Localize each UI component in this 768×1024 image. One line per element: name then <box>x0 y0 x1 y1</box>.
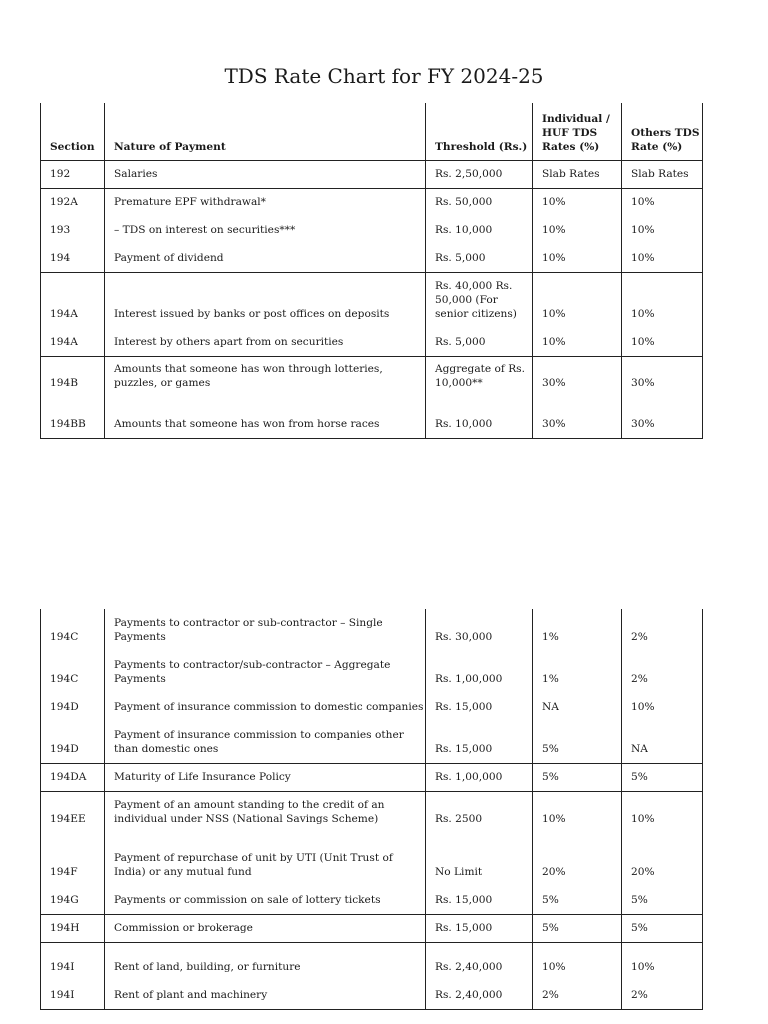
nature-cell: Payment of insurance commission to domestic companies <box>105 693 426 721</box>
individual-rate-cell: Slab Rates <box>533 160 622 188</box>
section-cell: 194D <box>41 693 105 721</box>
section-cell: 194C <box>41 609 105 651</box>
section-cell: 192 <box>41 160 105 188</box>
threshold-cell: Rs. 1,00,000 <box>426 763 533 791</box>
section-cell: 194BB <box>41 397 105 438</box>
section-cell: 194H <box>41 914 105 942</box>
section-cell: 194D <box>41 721 105 763</box>
threshold-cell: Rs. 40,000 Rs. 50,000 (For senior citizens) <box>426 272 533 328</box>
nature-cell: Interest issued by banks or post offices on deposits <box>105 272 426 328</box>
nature-cell: Payment of an amount standing to the credit of an individual under NSS (National Savings Scheme) <box>105 791 426 833</box>
individual-rate-cell: 10% <box>533 328 622 356</box>
table-row <box>41 886 703 914</box>
header-section: Section <box>41 103 105 160</box>
tds-rate-table-continued <box>40 609 703 1010</box>
table-row <box>41 791 703 833</box>
individual-rate-cell: 30% <box>533 397 622 438</box>
nature-cell: Amounts that someone has won from horse races <box>105 397 426 438</box>
individual-rate-cell: 10% <box>533 216 622 244</box>
individual-rate-cell: NA <box>533 693 622 721</box>
threshold-cell: Rs. 2500 <box>426 791 533 833</box>
table-row <box>41 272 703 328</box>
table-row <box>41 216 703 244</box>
individual-rate-cell: 1% <box>533 651 622 693</box>
header-individual-rate: Individual / HUF TDS Rates (%) <box>533 103 622 160</box>
threshold-cell: Rs. 5,000 <box>426 328 533 356</box>
nature-cell: Payment of insurance commission to companies other than domestic ones <box>105 721 426 763</box>
nature-cell: Salaries <box>105 160 426 188</box>
individual-rate-cell: 2% <box>533 981 622 1009</box>
others-rate-cell: Slab Rates <box>622 160 703 188</box>
others-rate-cell: 20% <box>622 833 703 886</box>
threshold-cell: Rs. 15,000 <box>426 721 533 763</box>
threshold-cell: Rs. 2,50,000 <box>426 160 533 188</box>
table-row <box>41 763 703 791</box>
section-cell: 194DA <box>41 763 105 791</box>
nature-cell: Commission or brokerage <box>105 914 426 942</box>
others-rate-cell: 10% <box>622 791 703 833</box>
threshold-cell: Rs. 10,000 <box>426 397 533 438</box>
nature-cell: Premature EPF withdrawal* <box>105 188 426 216</box>
table-row <box>41 721 703 763</box>
individual-rate-cell: 10% <box>533 188 622 216</box>
others-rate-cell: 10% <box>622 328 703 356</box>
individual-rate-cell: 10% <box>533 244 622 272</box>
nature-cell: Payment of dividend <box>105 244 426 272</box>
nature-cell: Payment of repurchase of unit by UTI (Unit Trust of India) or any mutual fund <box>105 833 426 886</box>
individual-rate-cell: 1% <box>533 609 622 651</box>
threshold-cell: Rs. 15,000 <box>426 914 533 942</box>
individual-rate-cell: 10% <box>533 272 622 328</box>
individual-rate-cell: 5% <box>533 721 622 763</box>
others-rate-cell: 10% <box>622 188 703 216</box>
others-rate-cell: 10% <box>622 244 703 272</box>
individual-rate-cell: 30% <box>533 356 622 397</box>
section-cell: 192A <box>41 188 105 216</box>
table-row <box>41 328 703 356</box>
nature-cell: Payments to contractor/sub-contractor – Aggregate Payments <box>105 651 426 693</box>
nature-cell: Payments to contractor or sub-contractor – Single Payments <box>105 609 426 651</box>
individual-rate-cell: 10% <box>533 942 622 981</box>
table-row <box>41 833 703 886</box>
table-row <box>41 942 703 981</box>
others-rate-cell: 10% <box>622 216 703 244</box>
table-row <box>41 160 703 188</box>
others-rate-cell: 10% <box>622 272 703 328</box>
others-rate-cell: 2% <box>622 609 703 651</box>
threshold-cell: Rs. 50,000 <box>426 188 533 216</box>
section-cell: 194I <box>41 942 105 981</box>
others-rate-cell: 2% <box>622 981 703 1009</box>
others-rate-cell: 30% <box>622 397 703 438</box>
table-row <box>41 609 703 651</box>
threshold-cell: Aggregate of Rs. 10,000** <box>426 356 533 397</box>
section-cell: 194 <box>41 244 105 272</box>
nature-cell: Rent of plant and machinery <box>105 981 426 1009</box>
others-rate-cell: 10% <box>622 942 703 981</box>
threshold-cell: Rs. 1,00,000 <box>426 651 533 693</box>
threshold-cell: Rs. 30,000 <box>426 609 533 651</box>
nature-cell: – TDS on interest on securities*** <box>105 216 426 244</box>
table-row <box>41 244 703 272</box>
table-row <box>41 356 703 397</box>
individual-rate-cell: 10% <box>533 791 622 833</box>
threshold-cell: Rs. 10,000 <box>426 216 533 244</box>
section-cell: 194G <box>41 886 105 914</box>
section-cell: 193 <box>41 216 105 244</box>
table-row <box>41 981 703 1009</box>
threshold-cell: Rs. 5,000 <box>426 244 533 272</box>
others-rate-cell: 2% <box>622 651 703 693</box>
table-row <box>41 651 703 693</box>
section-cell: 194A <box>41 328 105 356</box>
threshold-cell: Rs. 2,40,000 <box>426 942 533 981</box>
individual-rate-cell: 20% <box>533 833 622 886</box>
individual-rate-cell: 5% <box>533 886 622 914</box>
section-cell: 194F <box>41 833 105 886</box>
header-nature-of-payment: Nature of Payment <box>105 103 426 160</box>
others-rate-cell: NA <box>622 721 703 763</box>
others-rate-cell: 5% <box>622 763 703 791</box>
section-cell: 194I <box>41 981 105 1009</box>
table-row <box>41 693 703 721</box>
table-row <box>41 188 703 216</box>
table-row <box>41 397 703 438</box>
threshold-cell: Rs. 15,000 <box>426 693 533 721</box>
header-row <box>41 103 703 160</box>
threshold-cell: Rs. 2,40,000 <box>426 981 533 1009</box>
others-rate-cell: 30% <box>622 356 703 397</box>
threshold-cell: Rs. 15,000 <box>426 886 533 914</box>
nature-cell: Interest by others apart from on securities <box>105 328 426 356</box>
tds-rate-table <box>40 103 703 439</box>
nature-cell: Payments or commission on sale of lottery tickets <box>105 886 426 914</box>
individual-rate-cell: 5% <box>533 763 622 791</box>
individual-rate-cell: 5% <box>533 914 622 942</box>
header-others-rate: Others TDS Rate (%) <box>622 103 703 160</box>
section-cell: 194B <box>41 356 105 397</box>
section-cell: 194C <box>41 651 105 693</box>
section-cell: 194EE <box>41 791 105 833</box>
others-rate-cell: 10% <box>622 693 703 721</box>
others-rate-cell: 5% <box>622 886 703 914</box>
threshold-cell: No Limit <box>426 833 533 886</box>
nature-cell: Amounts that someone has won through lotteries, puzzles, or games <box>105 356 426 397</box>
nature-cell: Rent of land, building, or furniture <box>105 942 426 981</box>
section-cell: 194A <box>41 272 105 328</box>
header-threshold: Threshold (Rs.) <box>426 103 533 160</box>
nature-cell: Maturity of Life Insurance Policy <box>105 763 426 791</box>
page-title: TDS Rate Chart for FY 2024-25 <box>224 64 544 88</box>
table-row <box>41 914 703 942</box>
others-rate-cell: 5% <box>622 914 703 942</box>
